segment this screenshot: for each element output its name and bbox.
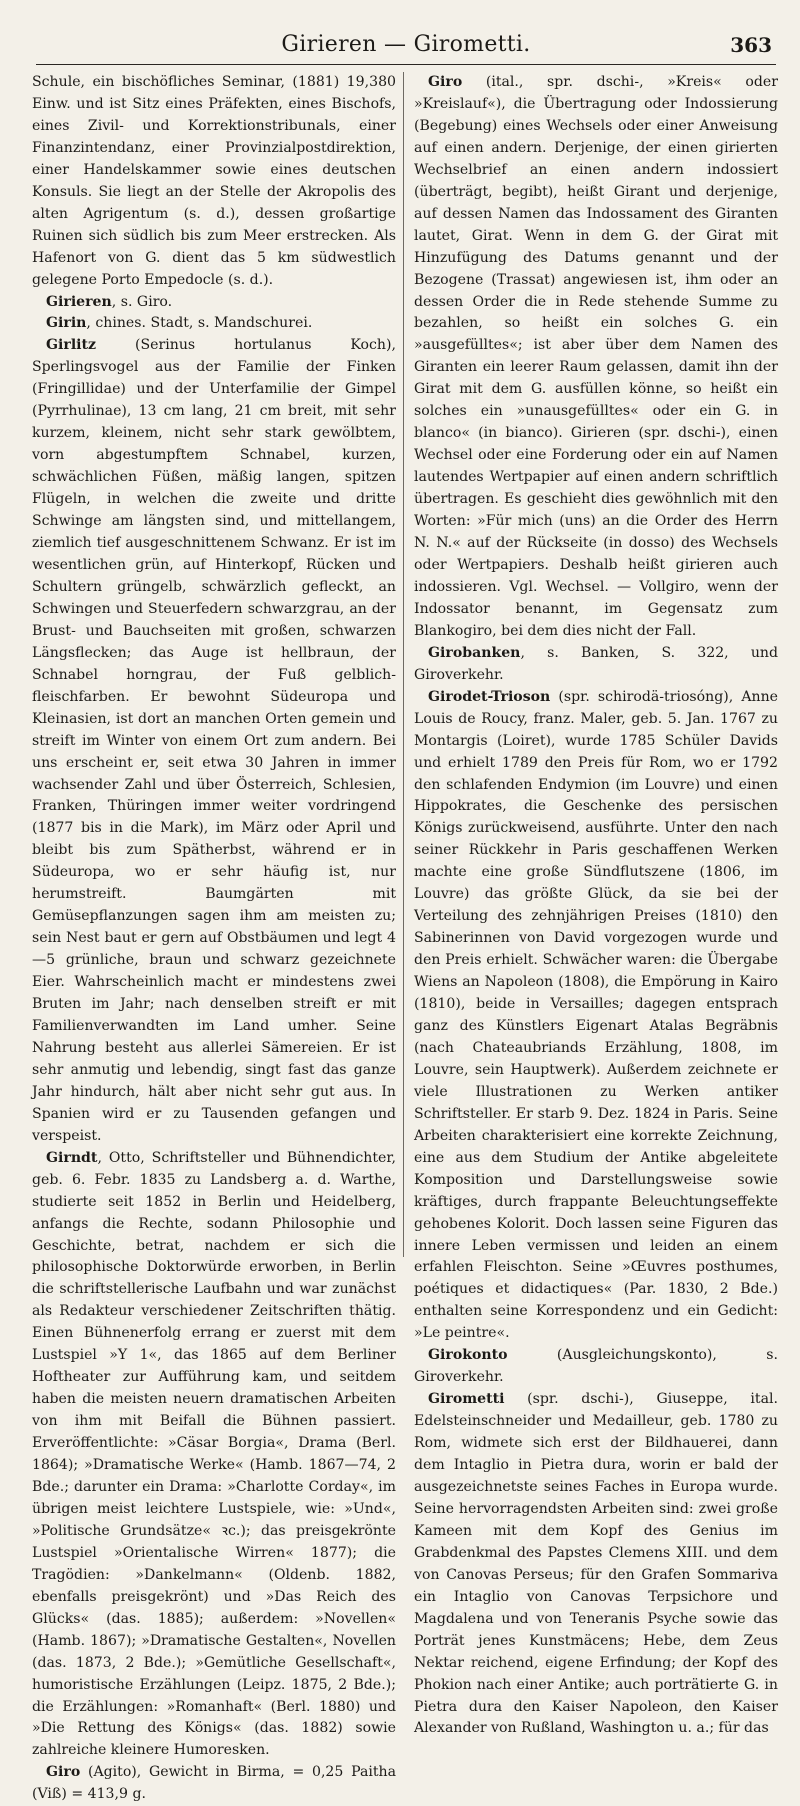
entry-text: (Ausgleichungskonto), s. Giroverkehr. bbox=[414, 1347, 778, 1386]
running-header bbox=[36, 30, 776, 65]
entry-girokonto bbox=[414, 1345, 778, 1389]
entry-lemma: Girieren bbox=[46, 293, 112, 310]
entry-text: , Otto, Schriftsteller und Bühnendichter, geb. 6. Febr. 1835 zu Landsberg a. d. Warthe, studierte seit 1852 in Berlin und Heidelberg, anfangs die Rechte, sodann Philosophie und Geschichte, betrat, nachdem er sich die philosophische Doktorwürde erworben, in Berlin die schriftstellerische Laufbahn und war zunächst als Redakteur verschiedener Zeitschriften thätig. Einen Bühnenerfolg errang er zuerst mit dem Lustspiel »Y 1«, das 1865 auf dem Berliner Hoftheater zur Aufführung kam, und seitdem haben die meisten neuern dramatischen Arbeiten von ihm mit Beifall die Bühnen passiert. Erveröffentlichte: »Cäsar Borgia«, Drama (Berl. 1864); »Dramatische Werke« (Hamb. 1867—74, 2 Bde.; darunter ein Drama: »Charlotte Corday«, im übrigen meist leichtere Lustspiele, wie: »Und«, »Politische Grundsätze« ꝛc.); das preisgekrönte Lustspiel »Orientalische Wirren« 1877); die Tragödien: »Dankelmann« (Oldenb. 1882, ebenfalls preisgekrönt) und »Das Reich des Glücks« (das. 1885); außerdem: »Novellen« (Hamb. 1867); »Dramatische Gestalten«, Novellen (das. 1873, 2 Bde.); »Gemütliche Gesellschaft«, humoristische Erzählungen (Leipz. 1875, 2 Bde.); die Erzählungen: »Romanhaft« (Berl. 1880) und »Die Rettung des Königs« (das. 1882) sowie zahlreiche kleinere Humoresken. bbox=[32, 1149, 396, 1759]
entry-giro bbox=[414, 72, 778, 643]
entry-text: , s. Giro. bbox=[111, 293, 173, 310]
entry-lemma: Girndt bbox=[46, 1149, 98, 1166]
entry-lemma: Girodet-Trioson bbox=[428, 688, 551, 705]
page-number: 363 bbox=[730, 33, 772, 57]
entry-text: (Agito), Gewicht in Birma, = 0,25 Paitha (Viß) = 413,9 g. bbox=[32, 1764, 396, 1803]
entry-girodet-trioson bbox=[414, 687, 778, 1346]
entry-text: , s. Banken, S. 322, und Giroverkehr. bbox=[414, 644, 778, 683]
entry-text: Schule, ein bischöfliches Seminar, (1881) 19,380 Einw. und ist Sitz eines Präfekten, eines Bischofs, eines Zivil- und Korrektionstribunals, einer Finanzintendanz, einer Provinzialpostdirektion, einer Handelskammer sowie eines deutschen Konsuls. Sie liegt an der Stelle der Akropolis des alten Agrigentum (s. d.), dessen großartige Ruinen sich südlich bis zum Meer erstrecken. Als Hafenort von G. dient das 5 km südwestlich gelegene Porto Empedocle (s. d.). bbox=[32, 74, 396, 288]
entry-lemma: Girometti bbox=[428, 1391, 505, 1408]
entry-lemma: Giro bbox=[428, 74, 463, 90]
entry-lemma: Giro bbox=[46, 1764, 81, 1781]
entry-girndt bbox=[32, 1148, 396, 1763]
entry-lemma: Girlitz bbox=[46, 337, 97, 354]
header-title: Girieren — Girometti. bbox=[281, 32, 531, 57]
entry-text: (ital., spr. dschi-, »Kreis« oder »Kreislauf«), die Übertragung oder Indossierung (Begebung) eines Wechsels oder einer Anweisung auf einen andern. Derjenige, der einen girierten Wechselbrief an einen andern indossiert (überträgt, begibt), heißt Girant und derjenige, auf dessen Namen das Indossament des Giranten lautet, Girat. Wenn in dem G. der Girat mit Hinzufügung des Datums genannt und der Bezogene (Trassat) angewiesen ist, ihm oder an dessen Order die in Rede stehende Summe zu bezahlen, so heißt ein solches G. ein »ausgefülltes«; ist aber über dem Namen des Giranten ein leerer Raum gelassen, damit ihn der Girat mit dem G. ausfüllen könne, so heißt ein solches ein »unausgefülltes« oder ein G. in blanco« (in bianco). Girieren (spr. dschi-), einen Wechsel oder eine Forderung oder ein auf Namen lautendes Wertpapier auf einen andern schriftlich übertragen. Es geschieht dies gewöhnlich mit den Worten: »Für mich (uns) an die Order des Herrn N. N.« auf der Rückseite (in dosso) des Wechsels oder Wertpapiers. Deshalb heißt girieren auch indossieren. Vgl. Wechsel. — Vollgiro, wenn der Indossator benannt, im Gegensatz zum Blankogiro, bei dem dies nicht der Fall. bbox=[414, 74, 778, 639]
entry-lemma: Girokonto bbox=[428, 1347, 508, 1364]
entry-text: (spr. dschi-), Giuseppe, ital. Edelsteinschneider und Medailleur, geb. 1780 zu Rom, widmete sich erst der Bildhauerei, dann dem Intaglio in Pietra dura, worin er bald der ausgezeichnetste seines Faches in Europa wurde. Seine hervorragendsten Arbeiten sind: zwei große Kameen mit dem Kopf des Genius im Grabdenkmal des Papstes Clemens XIII. und dem von Canovas Perseus; für den Grafen Sommariva ein Intaglio von Canovas Terpsichore und Magdalena und von Teneranis Psyche sowie das Porträt jenes Kunstmäcens; Hebe, dem Zeus Nektar reichend, eigene Erfindung; der Kopf des Phokion nach einer Antike; auch porträtierte G. in Pietra dura den Kaiser Napoleon, den Kaiser Alexander von Rußland, Washington u. a.; für das bbox=[414, 1391, 778, 1737]
entry-continuation bbox=[32, 72, 396, 292]
entry-girobanken bbox=[414, 643, 778, 687]
column-divider bbox=[403, 72, 404, 1257]
entry-lemma: Girin bbox=[46, 315, 87, 332]
entry-text: (Serinus hortulanus Koch), Sperlingsvogel aus der Familie der Finken (Fringillidae) und der Unterfamilie der Gimpel (Pyrrhulinae), 13 cm lang, 21 cm breit, mit sehr kurzem, kleinem, nicht sehr stark gewölbtem, vorn abgestumpftem Schnabel, kurzen, schwächlichen Füßen, mäßig langen, spitzen Flügeln, in welchen die zweite und dritte Schwinge am längsten sind, und mittellangem, ziemlich tief ausgeschnittenem Schwanz. Er ist im wesentlichen grün, auf Hinterkopf, Rücken und Schultern grüngelb, schwärzlich gefleckt, an Schwingen und Steuerfedern schwarzgrau, an der Brust- und Bauchseiten mit großen, schwarzen Längsflecken; das Auge ist hellbraun, der Schnabel horngrau, der Fuß gelblich-fleischfarben. Er bewohnt Südeuropa und Kleinasien, ist dort an manchen Orten gemein und streift im Winter von einem Ort zum andern. Bei uns erscheint er, seit etwa 30 Jahren in immer wachsender Zahl und über Österreich, Schlesien, Franken, Thüringen immer weiter vordringend (1877 bis in die Mark), im März oder April und bleibt bis zum Spätherbst, während er in Südeuropa, wo er sehr häufig ist, nur herumstreift. Baumgärten mit Gemüsepflanzungen sagen ihm am meisten zu; sein Nest baut er gern auf Obstbäumen und legt 4—5 grünliche, braun und schwarz gezeichnete Eier. Wahrscheinlich macht er mindestens zwei Bruten im Jahr; nach denselben streift er mit Familienverwandten im Land umher. Seine Nahrung besteht aus allerlei Sämereien. Er ist sehr anmutig und lebendig, singt fast das ganze Jahr hindurch, hält aber nicht sehr gut aus. In Spanien wird er zu Tausenden gefangen und verspeist. bbox=[32, 337, 396, 1144]
entry-giro-weight bbox=[32, 1762, 396, 1806]
entry-girin bbox=[32, 313, 396, 335]
entry-text: , chines. Stadt, s. Mandschurei. bbox=[86, 315, 313, 332]
entry-text: (spr. schirodä-triosóng), Anne Louis de Roucy, franz. Maler, geb. 5. Jan. 1767 zu Montargis (Loiret), wurde 1785 Schüler Davids und erhielt 1789 den Preis für Rom, wo er 1792 den schlafenden Endymion (im Louvre) und einen Hippokrates, die Geschenke des persischen Königs zurückweisend, ausführte. Unter den nach seiner Rückkehr in Paris geschaffenen Werken machte eine große Sündflutszene (1806, im Louvre) das größte Glück, da sie bei der Verteilung des zehnjährigen Preises (1810) den Sabinerinnen von David vorgezogen wurde und den Preis erhielt. Schwächer waren: die Übergabe Wiens an Napoleon (1808), die Empörung in Kairo (1810), beide in Versailles; dagegen entsprach ganz des Künstlers Eigenart Atalas Begräbnis (nach Chateaubriands Erzählung, 1808, im Louvre, sein Hauptwerk). Außerdem zeichnete er viele Illustrationen zu Werken antiker Schriftsteller. Er starb 9. Dez. 1824 in Paris. Seine Arbeiten charakterisiert eine korrekte Zeichnung, eine aus dem Studium der Antike abgeleitete Komposition und Darstellungsweise sowie kräftiges, durch frappante Beleuchtungseffekte gehobenes Kolorit. Doch lassen seine Figuren das innere Leben vermissen und leiden an einem erfahlen Fleischton. Seine »Œuvres posthumes, poétiques et didactiques« (Par. 1830, 2 Bde.) enthalten seine Korrespondenz und ein Gedicht: »Le peintre«. bbox=[414, 688, 778, 1342]
right-column bbox=[414, 72, 778, 1737]
entry-girometti bbox=[414, 1389, 778, 1740]
entry-girieren bbox=[32, 292, 396, 314]
entry-girlitz bbox=[32, 335, 396, 1147]
entry-lemma: Girobanken bbox=[428, 644, 521, 661]
left-column bbox=[32, 72, 396, 1803]
